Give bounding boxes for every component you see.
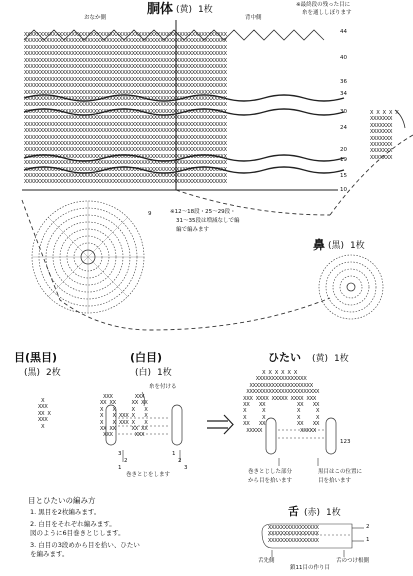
body-bottom-note-3: 編で編みます [176,227,210,233]
body-note-line2: 糸を通ししぼります [302,10,352,16]
white-eye-row-2b: 2 [178,458,182,464]
instruction-step: 2. 白目をそれぞれ編みます。 [30,520,116,528]
forehead-note-right-2: 目を拾います [318,478,352,484]
instruction-step: 3. 白目の3段めから目を拾い、ひたい [30,541,140,549]
body-bottom-note-2: 31～35段は増減なしで編 [176,218,240,224]
row-num: 10 [340,187,347,193]
row-num: 36 [340,79,347,85]
eye-color: (黒) [24,368,41,378]
tongue-base-label: 舌のつけ根側 [336,558,370,564]
row-num: 19 [340,157,347,163]
black-eye-stitches: X XXX XX X XXX X [38,398,51,430]
tongue-row-1: 1 [366,537,370,543]
row-num: 15 [340,173,347,179]
white-eye-row-2a: 2 [124,458,128,464]
tongue-chain-label: 鎖11目の作り目 [290,565,330,571]
white-eye-stitches: XXX XXX XX XX XX XX X X X X X X XXX X X X X XXX X X XX XX XX XX XXX XXX [100,394,148,439]
white-eye-row-1a: 1 [118,465,122,471]
white-eye-title: (白目) [130,351,163,364]
forehead-count: 1枚 [334,354,349,364]
row-num: 30 [340,109,347,115]
row-num: 20 [340,147,347,153]
row-num: 24 [340,125,347,131]
tongue-tip-label: 舌先側 [258,558,275,564]
instruction-step: 図のように6目巻きとじします。 [30,529,125,537]
row-num: 40 [340,55,347,61]
body-color: (黄) [176,5,193,15]
forehead-stitches: X X X X X X XXXXXXXXXXXXXXXX XXXXXXXXXXXXXXXXXXXX XXXXXXXXXXXXXXXXXXXXXXX XXX XXXX XXXXX XXXX XXX XX XX XX XX X X X X X X X X XX XX XX XX XXXXX XXXXX [243,370,320,434]
circle-row-label: 9 [148,211,152,217]
forehead-title: ひたい [268,351,301,364]
white-eye-row-3a: 3 [118,451,122,457]
forehead-note-left-2: から目を拾います [248,478,293,484]
forehead-note-left-1: 巻きとじした部分 [248,469,293,475]
white-eye-count: 1枚 [157,368,172,378]
white-eye-thread-note: 糸を付ける [149,384,177,390]
right-partial-stitches: X X X X X XXXXXXX XXXXXXX XXXXXXX XXXXXXX XXXXXXX XXXXXXX XXXXXXX [370,110,399,161]
tongue-title: 舌 [288,505,299,518]
body-stitch-grid: XXXXXXXXXXXXXXXXXXXXXXXXXXXXXXXXXXXXXXXXXXXXXXXXXXXXXXXXXXXXXXXX XXXXXXXXXXXXXXXXXXXXXXXXXXXXXXXXXXXXXXXXXXXXXXXXXXXXXXXXXXXXXXXX XXXXXXXXXXXXXXXXXXXXXXXXXXXXXXXXXXXXXXXXXXXXXXXXXXXXXXXXXXXXXXXX XXXXXXXXXXXXXXXXXXXXXXXXXXXXXXXXXXXXXXXXXXXXXXXXXXXXXXXXXXXXXXXX XXXXXXXXXXXXXXXXXXXXXXXXXXXXXXXXXXXXXXXXXXXXXXXXXXXXXXXXXXXXXXXX XXXXXXXXXXXXXXXXXXXXXXXXXXXXXXXXXXXXXXXXXXXXXXXXXXXXXXXXXXXXXXXX XXXXXXXXXXXXXXXXXXXXXXXXXXXXXXXXXXXXXXXXXXXXXXXXXXXXXXXXXXXXXXXX XXXXXXXXXXXXXXXXXXXXXXXXXXXXXXXXXXXXXXXXXXXXXXXXXXXXXXXXXXXXXXXX XXXXXXXXXXXXXXXXXXXXXXXXXXXXXXXXXXXXXXXXXXXXXXXXXXXXXXXXXXXXXXXX XXXXXXXXXXXXXXXXXXXXXXXXXXXXXXXXXXXXXXXXXXXXXXXXXXXXXXXXXXXXXXXX XXXXXXXXXXXXXXXXXXXXXXXXXXXXXXXXXXXXXXXXXXXXXXXXXXXXXXXXXXXXXXXX XXXXXXXXXXXXXXXXXXXXXXXXXXXXXXXXXXXXXXXXXXXXXXXXXXXXXXXXXXXXXXXX XXXXXXXXXXXXXXXXXXXXXXXXXXXXXXXXXXXXXXXXXXXXXXXXXXXXXXXXXXXXXXXX XXXXXXXXXXXXXXXXXXXXXXXXXXXXXXXXXXXXXXXXXXXXXXXXXXXXXXXXXXXXXXXX XXXXXXXXXXXXXXXXXXXXXXXXXXXXXXXXXXXXXXXXXXXXXXXXXXXXXXXXXXXXXXXX XXXXXXXXXXXXXXXXXXXXXXXXXXXXXXXXXXXXXXXXXXXXXXXXXXXXXXXXXXXXXXXX XXXXXXXXXXXXXXXXXXXXXXXXXXXXXXXXXXXXXXXXXXXXXXXXXXXXXXXXXXXXXXXX XXXXXXXXXXXXXXXXXXXXXXXXXXXXXXXXXXXXXXXXXXXXXXXXXXXXXXXXXXXXXXXX XXXXXXXXXXXXXXXXXXXXXXXXXXXXXXXXXXXXXXXXXXXXXXXXXXXXXXXXXXXXXXXX XXXXXXXXXXXXXXXXXXXXXXXXXXXXXXXXXXXXXXXXXXXXXXXXXXXXXXXXXXXXXXXX XXXXXXXXXXXXXXXXXXXXXXXXXXXXXXXXXXXXXXXXXXXXXXXXXXXXXXXXXXXXXXXX XXXXXXXXXXXXXXXXXXXXXXXXXXXXXXXXXXXXXXXXXXXXXXXXXXXXXXXXXXXXXXXX XXXXXXXXXXXXXXXXXXXXXXXXXXXXXXXXXXXXXXXXXXXXXXXXXXXXXXXXXXXXXXXX XXXXXXXXXXXXXXXXXXXXXXXXXXXXXXXXXXXXXXXXXXXXXXXXXXXXXXXXXXXXXXXX [24,32,227,186]
body-note-line1: ※最終段の残った目に [296,2,351,8]
body-title: 胴体 [147,2,174,17]
instruction-step: 1. 黒目を2枚編みます。 [30,508,101,516]
instructions-heading: 目とひたいの編み方 [28,496,96,505]
eye-title: 目(黒目) [14,351,58,364]
body-bottom-note-1: ※12～18段・25～29段・ [170,209,236,215]
back-side-label: 背中側 [245,15,262,21]
row-num: 44 [340,29,347,35]
tongue-stitches: XXXXXXXXXXXXXXXX XXXXXXXXXXXXXXXX XXXXXXXXXXXXXXXX [268,525,319,544]
white-eye-color: (白) [135,368,152,378]
belly-side-label: おなか側 [84,15,107,21]
forehead-color: (黄) [312,354,329,364]
eye-count: 2枚 [46,368,61,378]
nose-count: 1枚 [350,241,365,251]
tongue-color: (赤) [304,508,321,518]
forehead-row-nums: 123 [340,439,351,445]
white-eye-roll-note: 巻きとじをします [126,472,171,478]
tongue-row-2: 2 [366,524,370,530]
white-eye-row-3b: 3 [184,465,188,471]
instruction-step: を編みます。 [30,550,69,558]
forehead-note-right-1: 黒目はこの位置に [318,469,363,475]
tongue-count: 1枚 [326,508,341,518]
body-count: 1枚 [198,5,213,15]
white-eye-row-1b: 1 [172,451,176,457]
nose-title: 鼻 [313,238,326,252]
row-num: 34 [340,91,347,97]
nose-color: (黒) [328,241,345,251]
